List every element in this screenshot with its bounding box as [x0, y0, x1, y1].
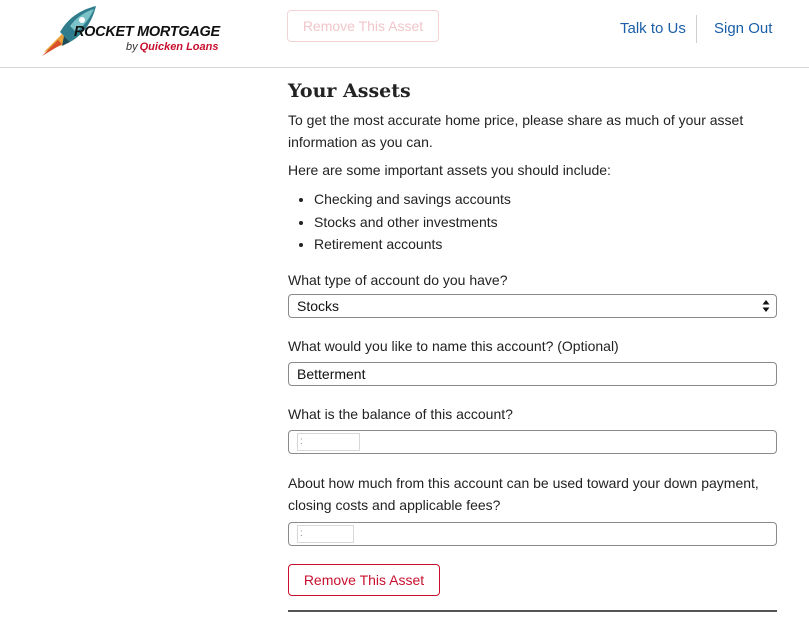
usable-amount-field[interactable]: [288, 522, 777, 546]
balance-value: :: [300, 436, 303, 447]
asset-list: [288, 188, 778, 256]
logo-quicken: Quicken Loans: [139, 41, 219, 53]
balance-input-box[interactable]: [297, 433, 360, 451]
sign-out-link[interactable]: Sign Out: [714, 20, 773, 37]
balance-field[interactable]: [288, 430, 777, 454]
list-item: • Retirement accounts: [314, 233, 778, 256]
nav-divider: [696, 15, 697, 43]
remove-asset-button-faded[interactable]: Remove This Asset: [287, 10, 439, 42]
section-divider: [288, 610, 777, 612]
rocket-mortgage-logo[interactable]: [40, 4, 230, 60]
account-type-select[interactable]: [288, 294, 777, 318]
account-name-field[interactable]: [288, 362, 777, 386]
intro-text: To get the most accurate home price, please share as much of your asset information as you can.: [288, 112, 744, 150]
select-arrows-icon: [762, 299, 770, 313]
list-item: • Stocks and other investments: [314, 211, 778, 234]
logo-wordmark: ROCKET MORTGAGE: [74, 24, 220, 40]
list-intro-text: Here are some important assets you should include:: [288, 162, 611, 178]
account-type-value: Stocks: [297, 297, 340, 314]
page-title: Your Assets: [288, 80, 411, 102]
account-name-value: Betterment: [297, 365, 366, 382]
logo-subtitle: [126, 41, 218, 53]
talk-to-us-link[interactable]: Talk to Us: [620, 20, 686, 37]
assets-section: [288, 80, 778, 546]
site-header: [0, 0, 809, 68]
logo-by: by: [126, 41, 138, 53]
usable-amount-label: About how much from this account can be used toward your down payment, closing costs and applicable fees?: [288, 474, 759, 513]
account-name-label: What would you like to name this account? (Optional): [288, 337, 619, 354]
remove-asset-button[interactable]: Remove This Asset: [288, 564, 440, 596]
account-type-label: What type of account do you have?: [288, 271, 508, 288]
usable-amount-value: :: [300, 528, 303, 539]
list-item: • Checking and savings accounts: [314, 188, 778, 211]
balance-label: What is the balance of this account?: [288, 405, 513, 422]
usable-amount-input-box[interactable]: [297, 525, 354, 543]
